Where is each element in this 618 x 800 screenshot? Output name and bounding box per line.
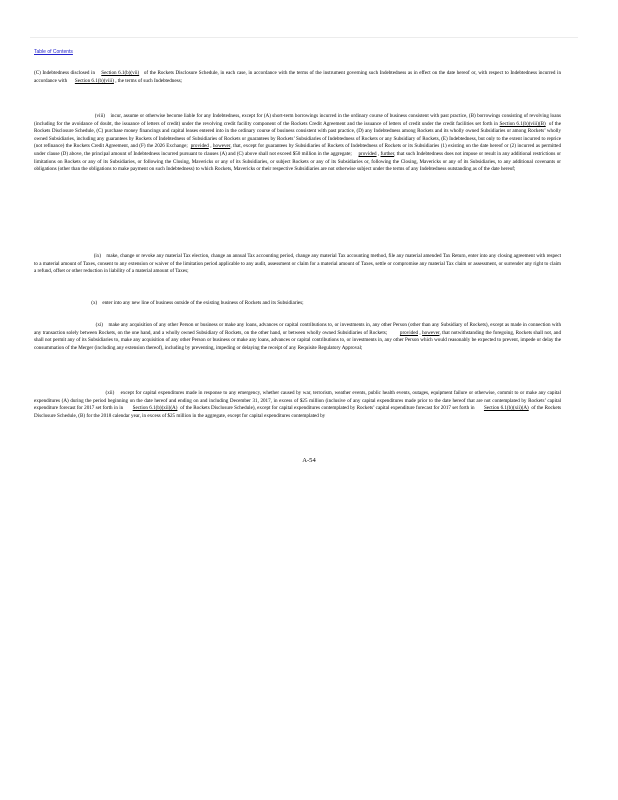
paragraph-clause-xii: (xii) except for capital expenditures made in response to any emergency, whether caused by war, terrorism, weather events, public health events, outages, equipment failure or otherwise, commit to or make any capital expenditures (A) during the period beginning on the date hereof and ending on and including December 31, 2017, in excess of $25 million (inclusive of any capital expenditures made prior to the date hereof that are not contemplated by Rockets’ capital expenditure forecast for 2017 set forth in in Section 6.1(b)(xii)(A) of the Rockets Disclosure Schedule), except for capital expenditures contemplated by Rockets’ capital expenditure forecast for 2017 set forth in Section 6.1(b)(xii)(A) of the Rockets Disclosure Schedule, (B) for the 2018 calendar year, in excess of $25 million in the aggregate, except for capital expenditures contemplated by xyxy=(34,390,561,419)
page-number: A-54 xyxy=(302,457,316,464)
paragraph-clause-xi: (xi) make any acquisition of any other Person or business or make any loans, advances or capital contributions to, or investments in, any other Person (other than any Subsidiary of Rockets), except as made in connection with any transaction solely between Rockets, on the one hand, and a wholly owned Subsidiary of Rockets, on the other hand, or between wholly owned Subsidiaries of Rockets; provided , however, that notwithstanding the foregoing, Rockets shall not, and shall not permit any of its Subsidiaries to, make any acquisition of any other Person or business or make any loans, advances or capital contributions to, or investments in, any other Person which would reasonably be expected to prevent, impede or delay the consummation of the Merger (including any extension thereof), including by preventing, impeding or delaying the receipt of any Requisite Regulatory Approval; xyxy=(34,322,561,351)
paragraph-clause-viii: (viii) incur, assume or otherwise become liable for any Indebtedness, except for (A) short-term borrowings incurred in the ordinary course of business consistent with past practice, (B) borrowings consisting of revolving loans (including for the avoidance of doubt, the issuance of letters of credit) under the revolving credit facility component of the Rockets Credit Agreement and the issuance of letters of credit under the credit facilities set forth in Section 6.1(b)(viii)(B) of the Rockets Disclosure Schedule, (C) purchase money financings and capital leases entered into in the ordinary course of business consistent with past practice, (D) any Indebtedness among Rockets and its wholly owned Subsidiaries or among Rockets’ wholly owned Subsidiaries, including any guarantees by Rockets of Indebtedness of Subsidiaries of Rockets or guarantees by Rockets’ Subsidiaries of Indebtedness of Rockets or any Subsidiary of Rockets, (E) Indebtedness, but only to the extent incurred to reprice (not refinance) the Rockets Credit Agreement, and (F) the 2026 Exchange; provided , however, that, except for guarantees by Subsidiaries of Rockets of Indebtedness of Rockets or its Subsidiaries (1) existing on the date hereof or (2) incurred as permitted under clause (D) above, the principal amount of Indebtedness incurred pursuant to clauses (A) and (C) above shall not exceed $50 million in the aggregate; provided , further, that such Indebtedness does not impose or result in any additional restrictions or limitations on Rockets or any of its Subsidiaries, or following the Closing, Mavericks or any of its Subsidiaries, or subject Rockets or any of its Subsidiaries or, following the Closing, Mavericks or any of its Subsidiaries, to any additional covenants or obligations (other than the obligations to make payment on such Indebtedness) to which Rockets, Mavericks or their respective Subsidiaries are not otherwise subject under the terms of any Indebtedness outstanding as of the date hereof; xyxy=(34,113,561,173)
paragraph-clause-ix: (ix) make, change or revoke any material Tax election, change an annual Tax accounting period, change any material Tax accounting method, file any material amended Tax Return, enter into any closing agreement with respect to a material amount of Taxes, consent to any extension or waiver of the limitation period applicable to any audit, assessment or claim for a material amount of Taxes, settle or compromise any material Tax claim or assessment, or surrender any right to claim a refund, offset or other reduction in liability of a material amount of Taxes; xyxy=(34,253,561,275)
header-divider xyxy=(30,37,578,38)
table-of-contents-link[interactable]: Table of Contents xyxy=(34,49,73,55)
paragraph-clause-x: (x) enter into any new line of business outside of the existing business of Rockets and its Subsidiaries; xyxy=(34,300,304,306)
paragraph-clause-c: (C) Indebtedness disclosed in Section 6.1(b)(vii) of the Rockets Disclosure Schedule, in each case, in accordance with the terms of the instrument governing such Indebtedness as in effect on the date hereof or, with respect to Indebtedness incurred in accordance with Section 6.1(b)(viii) , the terms of such Indebtedness; xyxy=(34,70,561,84)
